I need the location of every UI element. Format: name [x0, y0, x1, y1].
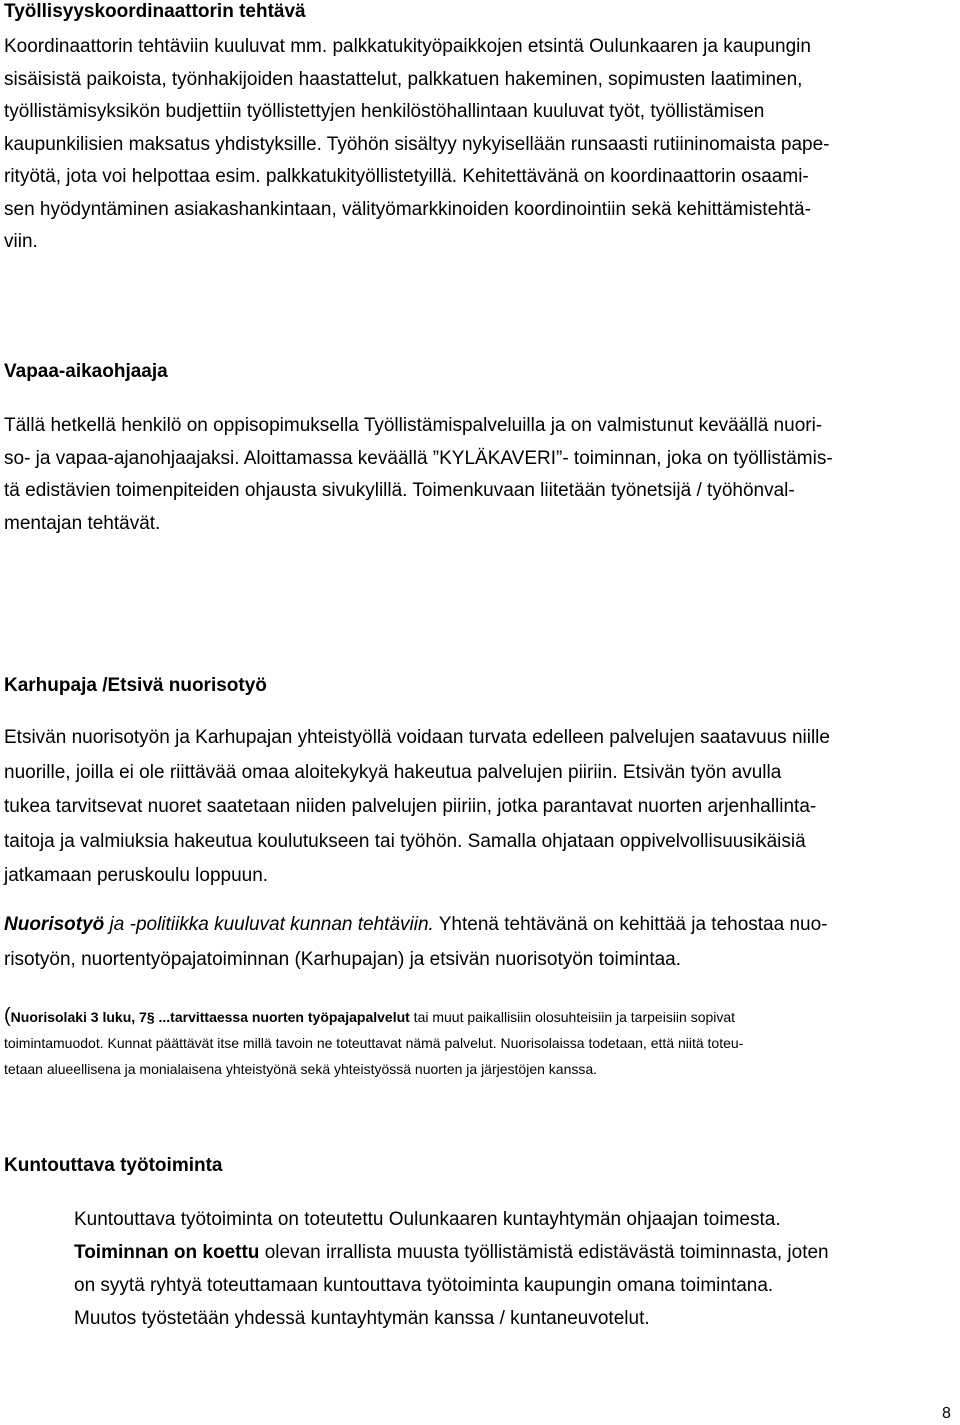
page-number: 8 [942, 1405, 951, 1422]
text-line: Tällä hetkellä henkilö on oppisopimuksella Työllistämispalveluilla ja on valmistunut keväällä nuori- [4, 415, 823, 436]
text-line: viin. [4, 231, 38, 252]
text-line [4, 1003, 956, 1030]
section-heading-karhupaja: Karhupaja /Etsivä nuorisotyö [4, 675, 267, 696]
section-heading-tyollisyyskoordinaattori: Työllisyyskoordinaattorin tehtävä [4, 1, 306, 22]
section-heading-vapaa-aikaohjaaja: Vapaa-aikaohjaaja [4, 361, 168, 382]
text-line: so- ja vapaa-ajanohjaajaksi. Aloittamassa keväällä ”KYLÄKAVERI”- toiminnan, joka on työllistämis- [4, 447, 833, 469]
text-line: sen hyödyntäminen asiakashankintaan, välityömarkkinoiden koordinointiin sekä kehittämistehtä- [4, 198, 811, 220]
paragraph-vapaa-aikaohjaaja [4, 410, 956, 540]
text-line [4, 908, 956, 943]
text-line: on syytä ryhtyä toteuttamaan kuntouttava työtoiminta kaupungin omana toimintana. [74, 1275, 774, 1296]
text-line [74, 1236, 954, 1269]
paragraph-nuorisotyo [4, 908, 956, 977]
paragraph-kuntouttava [74, 1203, 954, 1335]
section-heading-kuntouttava: Kuntouttava työtoiminta [4, 1155, 223, 1176]
text-line: jatkamaan peruskoulu loppuun. [4, 865, 269, 886]
text-line: Muutos työstetään yhdessä kuntayhtymän kanssa / kuntaneuvotelut. [74, 1308, 650, 1329]
text-line: Etsivän nuorisotyön ja Karhupajan yhteistyöllä voidaan turvata edelleen palvelujen saatavuus niille [4, 727, 830, 748]
emphasis-toiminnan: Toiminnan on koettu [74, 1242, 260, 1263]
text-line: työllistämisyksikön budjettiin työllistettyjen henkilöstöhallintaan kuuluvat työt, työllistämisen [4, 101, 765, 122]
text-line: nuorille, joilla ei ole riittävää omaa aloitekykyä hakeutua palvelujen piiriin. Etsivän työn avulla [4, 761, 782, 783]
text-line: tetaan alueellisena ja monialaisena yhteistyönä sekä yhteistyössä nuorten ja järjestöjen kanssa. [4, 1061, 598, 1077]
text-line: Kuntouttava työtoiminta on toteutettu Oulunkaaren kuntayhtymän ohjaajan toimesta. [74, 1209, 781, 1230]
text-line: toimintamuodot. Kunnat päättävät itse millä tavoin ne toteuttavat nämä palvelut. Nuorisolaissa todetaan, että niitä toteu- [4, 1035, 744, 1051]
text-line: tukea tarvitsevat nuoret saatetaan niiden palvelujen piiriin, jotka parantavat nuorten arjenhallinta- [4, 796, 817, 817]
law-quote [4, 1003, 956, 1082]
text-segment: olevan irrallista muusta työllistämistä edistävästä toiminnasta, joten [259, 1242, 829, 1263]
text-line: kaupunkilisien maksatus yhdistyksille. Työhön sisältyy nykyisellään runsaasti rutiininomaista pape- [4, 133, 830, 155]
paragraph-tyollisyyskoordinaattori [4, 31, 956, 259]
paragraph-karhupaja [4, 721, 956, 894]
emphasis-politiikka: ja -politiikka kuuluvat kunnan tehtäviin. [104, 914, 434, 935]
text-segment: Yhtenä tehtävänä on kehittää ja tehostaa nuo- [433, 914, 828, 935]
text-line: sisäisistä paikoista, työnhakijoiden haastattelut, palkkatuen hakeminen, sopimusten laatiminen, [4, 68, 803, 90]
text-line: mentajan tehtävät. [4, 512, 161, 534]
law-paren: ( [4, 1005, 11, 1027]
text-segment: tai muut paikallisiin olosuhteisiin ja tarpeisiin sopivat [409, 1009, 736, 1025]
text-line: tä edistävien toimenpiteiden ohjausta sivukylillä. Toimenkuvaan liitetään työnetsijä / työhönval- [4, 480, 795, 501]
text-line: risotyön, nuortentyöpajatoiminnan (Karhupajan) ja etsivän nuorisotyön toimintaa. [4, 948, 682, 970]
text-line: Koordinaattorin tehtäviin kuuluvat mm. palkkatukityöpaikkojen etsintä Oulunkaaren ja kaupungin [4, 36, 811, 57]
law-reference: Nuorisolaki 3 luku, 7§ ...tarvittaessa nuorten työpajapalvelut [10, 1009, 410, 1025]
text-line: rityötä, jota voi helpottaa esim. palkkatukityöllistetyillä. Kehitettävänä on koordinaattorin osaami- [4, 166, 809, 187]
text-line: taitoja ja valmiuksia hakeutua koulutukseen tai työhön. Samalla ohjataan oppivelvollisuusikäisiä [4, 830, 806, 852]
emphasis-nuorisotyo: Nuorisotyö [4, 914, 105, 935]
